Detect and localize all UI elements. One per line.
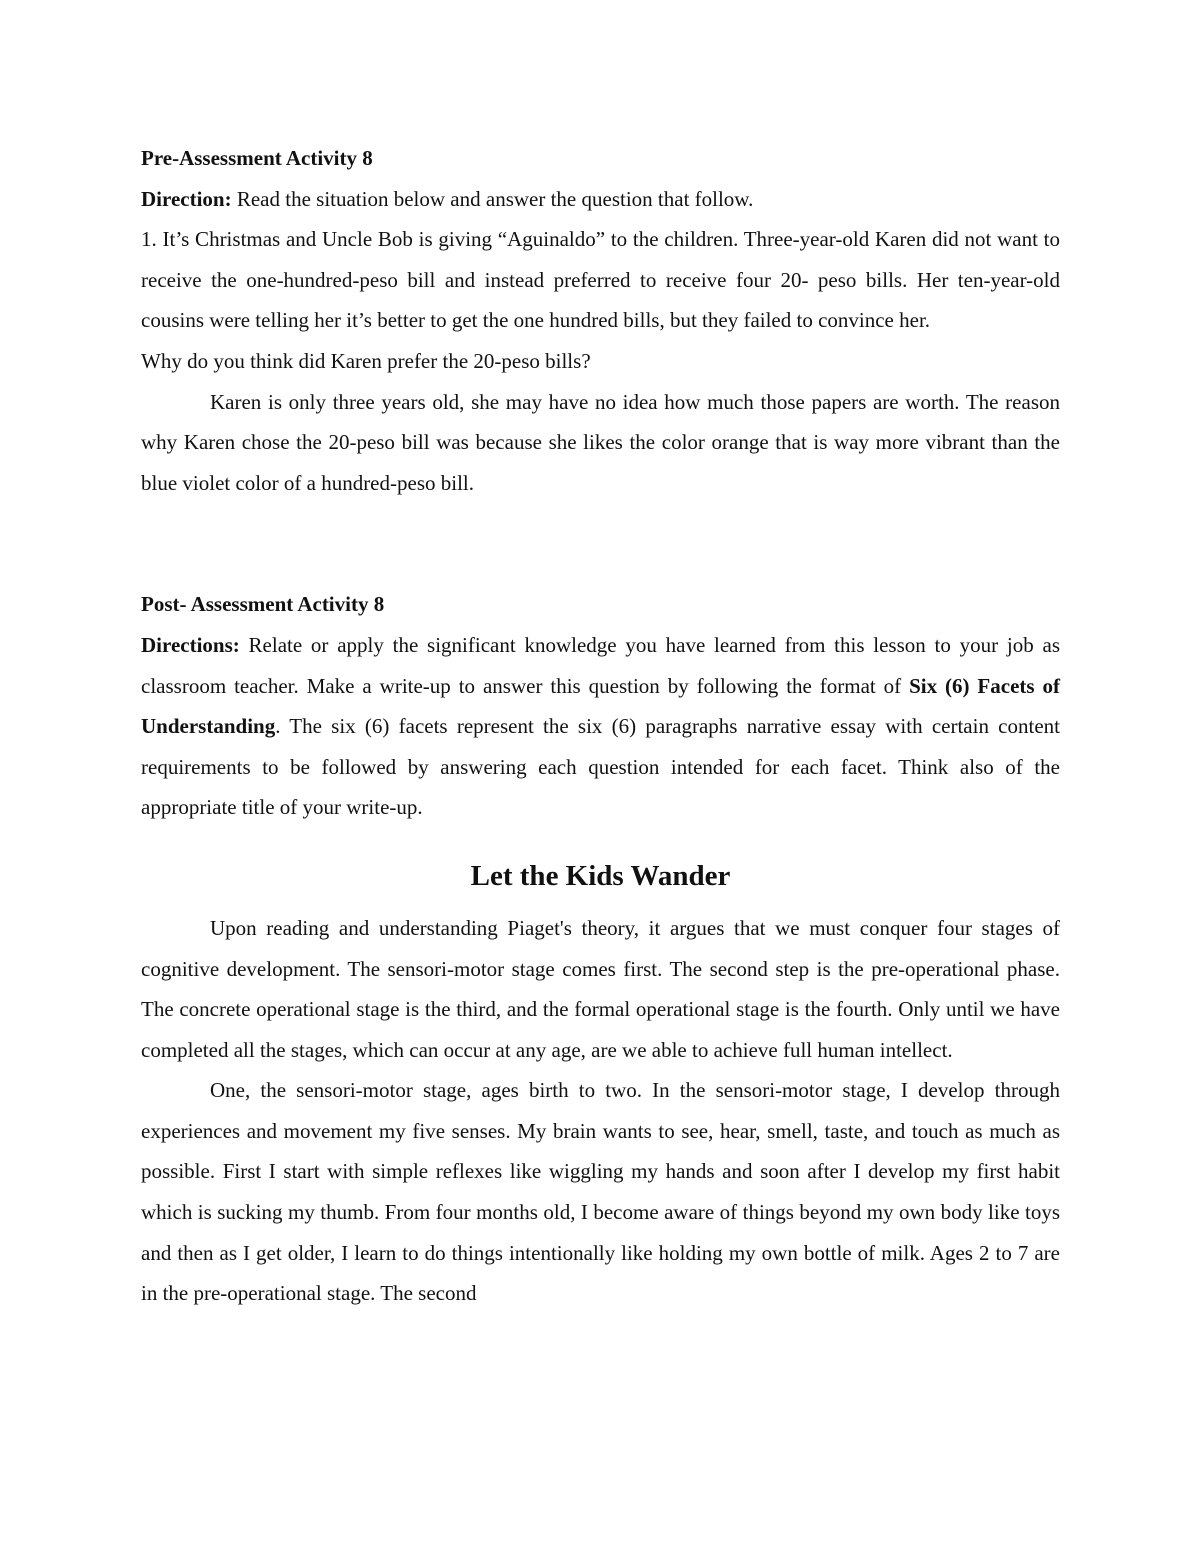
- directions-label: Directions:: [141, 632, 240, 657]
- section-spacer: [141, 503, 1060, 584]
- pre-assessment-heading: Pre-Assessment Activity 8: [141, 146, 373, 170]
- post-directions: [141, 625, 1060, 828]
- post-assessment-heading: Post- Assessment Activity 8: [141, 592, 385, 617]
- question-paragraph: Why do you think did Karen prefer the 20-peso bills?: [141, 348, 591, 373]
- directions-bold: Six (6) Facets of Understanding: [141, 673, 1060, 739]
- directions-text-2: . The six (6) facets represent the six (6) paragraphs narrative essay with certain content requirements to be followed by answering each question intended for each facet. Think also of the appropriate title of your write-up.: [141, 714, 1060, 820]
- direction-label: Direction:: [141, 186, 232, 211]
- pre-direction: [141, 179, 1060, 220]
- directions-text-1: Relate or apply the significant knowledge you have learned from this lesson to your job as classroom teacher. Make a write-up to answer this question by following the format of: [141, 632, 1060, 698]
- essay-paragraph-2: One, the sensori-motor stage, ages birth to two. In the sensori-motor stage, I develop through experiences and movement my five senses. My brain wants to see, hear, smell, taste, and touch as much as possible. First I start with simple reflexes like wiggling my hands and soon after I develop my first habit which is sucking my thumb. From four months old, I become aware of things beyond my own body like toys and then as I get older, I learn to do things intentionally like holding my own bottle of milk. Ages 2 to 7 are in the pre-operational stage. The second: [141, 1078, 1060, 1306]
- answer-paragraph: Karen is only three years old, she may have no idea how much those papers are worth. The reason why Karen chose the 20-peso bill was because she likes the color orange that is way more vibrant than the blue violet color of a hundred-peso bill.: [141, 389, 1060, 495]
- essay-title: Let the Kids Wander: [470, 859, 731, 892]
- direction-text: Read the situation below and answer the question that follow.: [231, 186, 754, 211]
- document-page: [141, 138, 1060, 1314]
- situation-paragraph: 1. It’s Christmas and Uncle Bob is giving “Aguinaldo” to the children. Three-year-old Karen did not want to receive the one-hundred-peso bill and instead preferred to receive four 20- peso bills. Her ten-year-old cousins were telling her it’s better to get the one hundred bills, but they failed to convince her.: [141, 227, 1060, 333]
- essay-paragraph-1: Upon reading and understanding Piaget's theory, it argues that we must conquer four stages of cognitive development. The sensori-motor stage comes first. The second step is the pre-operational phase. The concrete operational stage is the third, and the formal operational stage is the fourth. Only until we have completed all the stages, which can occur at any age, are we able to achieve full human intellect.: [141, 915, 1060, 1062]
